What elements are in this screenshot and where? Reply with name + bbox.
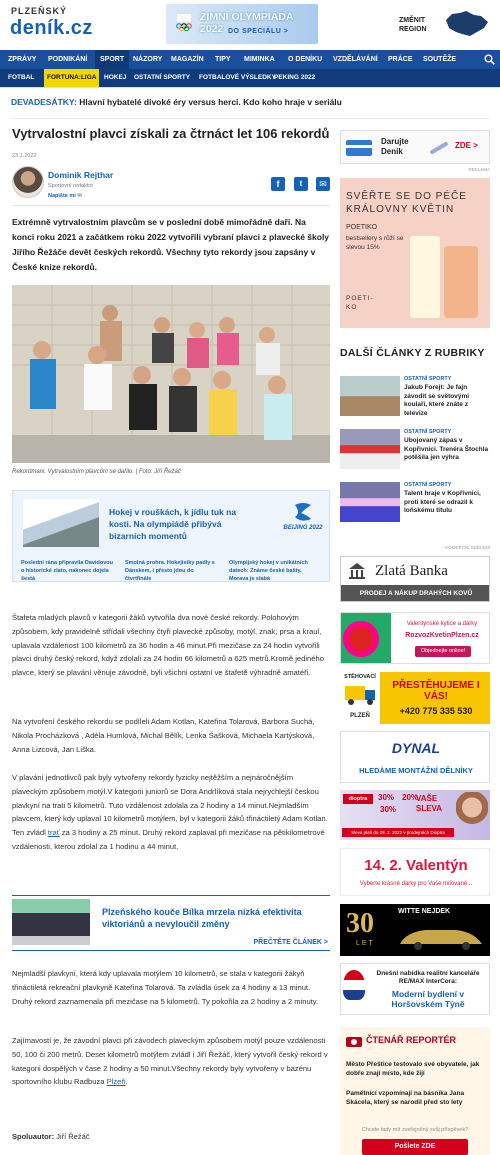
dioptra-foot: Sleva platí do 28. 2. 2022 v prodejnách Dioptra xyxy=(342,828,454,837)
paragraph-4: Nejmladší plavkyní, která kdy uplavala motýlem 10 kilometrů, se stala v kategorii žákyň třináctiletá rekreační plavkyně Kateřina Tolarová. Ta zvládla úsek za 4 hodiny a 13 minut. Druhý rekord zaznamenala při mezičase na 5 kilometrů. Ty pokořila za 2 hodiny a 2 minuty. xyxy=(12,969,319,1006)
article-category[interactable]: OSTATNÍ SPORTY xyxy=(404,482,452,488)
dynal-logo: DYNAL xyxy=(391,740,441,756)
dynal-ad[interactable] xyxy=(340,731,490,783)
promo-title[interactable]: Hokej v rouškách, k jídlu tuk na kosti. Na olympiádě přibývá bizarních momentů xyxy=(109,507,237,541)
article-photo[interactable] xyxy=(12,285,330,463)
darujte-denik-ad[interactable] xyxy=(340,130,490,164)
olympics-title: ZIMNÍ OLYMPIÁDA 2022 xyxy=(200,11,294,35)
dioptra-text2: SLEVA xyxy=(416,804,443,813)
ticker[interactable] xyxy=(11,97,342,107)
valentyn-ad[interactable] xyxy=(340,848,490,896)
kvetiny-url: RozvozKvetinPlzen.cz xyxy=(405,632,479,639)
nav-zpravy[interactable]: ZPRÁVY xyxy=(8,56,37,63)
dioptra-pct2: 20% xyxy=(402,793,419,802)
paragraph-3-a: V plavání jednotlivců pak byly vytvořeny rekordy fyzicky nejtěžším a nejnáročnějším plaveckým způsobem motýl.V kategorii juniorů se Dora Andrlíková stala nejrychlejší českou plavkyní na trati 5 kilometrů. Tuto vzdálenost zdolala za 2 hodiny a 14 minut.Nejmladším plavcem, který kdy uplaval 10 kilometrů motýlem, byl v kategorii žáků třináctiletý Adam Kotlan. Ten zvládl xyxy=(12,773,328,838)
witte-30: 30 xyxy=(346,908,374,939)
article-link[interactable]: Ubojovaný zápas v Kopřivnici. Trenéra Štochla potěšila jen výhra xyxy=(404,437,489,461)
poetiko-logo: POETI-KO xyxy=(346,295,374,311)
paragraph-5-b: . xyxy=(125,1077,128,1087)
subnav-fotbal[interactable]: FOTBAL xyxy=(8,74,35,81)
send-report-button[interactable]: Pošlete ZDE xyxy=(362,1139,468,1155)
czech-map-icon[interactable] xyxy=(444,10,490,38)
nav-sport[interactable]: SPORT xyxy=(95,50,129,69)
write-label[interactable]: Napište mi xyxy=(48,193,76,199)
author-avatar[interactable] xyxy=(12,166,44,198)
olympics-promo-box[interactable] xyxy=(12,490,330,582)
nav-podnikani[interactable]: PODNIKÁNÍ xyxy=(48,56,88,63)
search-icon[interactable] xyxy=(484,54,495,65)
nav-nazory[interactable]: NÁZORY xyxy=(133,56,163,63)
poetiko-brand: POETIKO xyxy=(346,224,378,231)
gift-card-icon xyxy=(344,136,374,160)
bottle-image xyxy=(444,246,478,318)
ticker-label: DEVADESÁTKY: xyxy=(11,97,77,107)
subnav-hokej[interactable]: HOKEJ xyxy=(104,74,127,81)
witte-ad[interactable] xyxy=(340,904,490,956)
article-title: Vytrvalostní plavci získali za čtrnáct let 106 rekordů xyxy=(12,126,330,141)
zlata-banka-ad[interactable] xyxy=(340,556,490,602)
divider xyxy=(11,118,489,119)
ad-label: REKLAMA xyxy=(468,167,490,172)
zlata-title: Zlatá Banka xyxy=(375,563,448,579)
swimmers-photo xyxy=(12,285,330,463)
paragraph-2: Na vytvoření českého rekordu se podíleli Adam Kotlan, Kateřina Tolarová, Barbora Suchá, Nikola Procházková , Adéla Humlová, Michal Bělík, Lenka Šašková, Michaela Kartýsková, Anna Lizcová, Jan Liška. xyxy=(12,717,315,754)
reporter-item-1[interactable]: Město Přeštice testovalo své obyvatele, jak dobře znají místo, kde žijí xyxy=(346,1061,480,1077)
related-image[interactable] xyxy=(12,899,90,945)
article-thumb[interactable] xyxy=(340,482,400,522)
nav-o-deniku[interactable]: O DENÍKU xyxy=(288,56,323,63)
article-link[interactable]: Jakub Forejt: Je fajn závodit se světovými koulaři, které znáte z televize xyxy=(404,384,470,417)
author-name[interactable]: Dominik Rejthar xyxy=(48,170,114,180)
more-articles-title: DALŠÍ ČLÁNKY Z RUBRIKY xyxy=(340,347,485,359)
email-share-icon[interactable]: ✉ xyxy=(316,177,330,191)
nav-prace[interactable]: PRÁCE xyxy=(388,56,413,63)
stehovani-ad[interactable] xyxy=(340,672,490,724)
article-link[interactable]: Talent hraje v Kopřivnici, proti které se odrazil k loňskému titulu xyxy=(404,490,481,514)
nav-magazin[interactable]: MAGAZÍN xyxy=(171,56,204,63)
remax-ad[interactable] xyxy=(340,963,490,1015)
olympics-link[interactable]: DO SPECIÁLU > xyxy=(228,28,289,35)
camera-icon xyxy=(346,1035,362,1047)
subnav-peking-2022[interactable]: PEKING 2022 xyxy=(274,74,316,81)
promo-item-3[interactable]: Olympijský hokej v unikátních datech: Známe české bašty, Morava je slabá xyxy=(229,560,308,582)
darujte-text: Darujte Deník xyxy=(381,137,409,156)
article-date: 23.1.2022 xyxy=(12,153,37,159)
logo-region[interactable]: PLZEŇSKÝ xyxy=(11,6,68,16)
photo-caption: Rekordmani. Vytrvalostním plavcům se dařilo. | Foto: Jiří Řežáč xyxy=(12,469,181,475)
site-header xyxy=(0,0,500,50)
sub-nav xyxy=(0,69,500,87)
beijing-logo xyxy=(283,501,323,531)
related-article[interactable] xyxy=(12,895,330,951)
toothbrush-icon xyxy=(425,136,451,160)
nav-miminka[interactable]: MIMINKA xyxy=(244,56,275,63)
poetiko-title: SVĚŘTE SE DO PÉČE KRÁLOVNY KVĚTIN xyxy=(346,191,467,215)
reporter-box xyxy=(340,1027,490,1155)
article-thumb[interactable] xyxy=(340,429,400,469)
bank-icon xyxy=(347,561,367,581)
article-perex: Extrémně vytrvalostním plavcům se v poslední době mimořádně daří. Na konci roku 2021 a začátkem roku 2022 vytvořili vybraní plavci z plavecké školy Jiřího Řežáče devět českých rekordů. Všechny tyto rekordy jsou zapsány v České knize rekordů. xyxy=(12,217,330,272)
witte-brand: WITTE NEJDEK xyxy=(398,908,451,915)
car-icon xyxy=(396,922,486,952)
divider xyxy=(0,87,500,88)
valentyn-text: Vyberte krásné dárky pro Vaše milované... xyxy=(359,881,473,887)
logo[interactable]: deník.cz xyxy=(10,17,93,39)
subnav-fotbalove-vysledky[interactable]: FOTBALOVÉ VÝSLEDKY xyxy=(199,74,276,81)
poetiko-text: bestsellery s růží se slevou 15% xyxy=(346,235,404,251)
mail-icon: ✉ xyxy=(77,193,82,199)
nav-vzdelavani[interactable]: VZDĚLÁVÁNÍ xyxy=(333,56,378,63)
coauthor xyxy=(12,1132,90,1141)
poetiko-ad[interactable] xyxy=(340,178,490,328)
read-article-link[interactable]: PŘEČTĚTE ČLÁNEK > xyxy=(253,939,328,946)
article-category[interactable]: OSTATNÍ SPORTY xyxy=(404,376,452,382)
coauthor-name: Jiří Řežáč xyxy=(56,1132,90,1141)
divider xyxy=(12,205,330,206)
olympics-banner[interactable] xyxy=(166,4,318,44)
beijing-logo-text: BEIJING 2022 xyxy=(283,525,323,531)
dioptra-logo: dioptra xyxy=(343,794,373,804)
promo-item-2[interactable]: Smolná prohra. Hokejistky padly s Dánskem, i přesto jdou do čtvrtfinále xyxy=(125,560,215,582)
bottle-image xyxy=(410,236,440,318)
stehovaci-label: STĚHOVACÍ xyxy=(344,674,376,680)
ticker-text[interactable]: Hlavní hybatelé divoké éry versus herci. Kdo koho hraje v seriálu xyxy=(79,97,342,107)
hockey-image[interactable] xyxy=(23,499,99,547)
main-nav xyxy=(0,50,500,69)
more-article-2[interactable] xyxy=(340,429,490,471)
facebook-icon[interactable]: f xyxy=(271,177,285,191)
subnav-fortuna-liga[interactable]: FORTUNA:LIGA xyxy=(44,69,99,87)
zlata-sub: PRODEJ A NÁKUP DRAHÝCH KOVŮ xyxy=(341,585,490,602)
promo-item-1[interactable]: Poslední rána připravila Davidovou o historické zlato, nakonec dojela šestá xyxy=(21,560,113,582)
dioptra-vase xyxy=(416,794,454,814)
more-article-3[interactable] xyxy=(340,482,490,524)
valentyn-title: 14. 2. Valentýn xyxy=(364,857,468,874)
dioptra-text1: VAŠE xyxy=(416,794,438,803)
plzen-link[interactable]: Plzeň xyxy=(106,1077,126,1087)
article-category[interactable]: OSTATNÍ SPORTY xyxy=(404,429,452,435)
model-image xyxy=(456,792,488,836)
truck-icon xyxy=(340,680,380,708)
kvetiny-ad[interactable] xyxy=(340,612,490,664)
coauthor-label: Spoluautor: xyxy=(12,1132,55,1141)
partner-label: KOMERČNÍ SDĚLENÍ xyxy=(445,545,490,550)
reporter-item-2[interactable]: Pamětnící vzpomínají na básníka Jana Skácela, který se narodil před sto lety xyxy=(346,1090,465,1106)
stehovaci-city: PLZEŇ xyxy=(350,713,370,719)
witte-let: LET xyxy=(356,940,375,947)
dioptra-pct3: 30% xyxy=(380,805,397,814)
paragraph-3-b: za 3 hodiny a 25 minut. Druhý rekord zaplaval při mezičase na pětikilometrové vzdálenosti, kterou zdolal za 1 hodinu a 44 minut. xyxy=(12,828,325,851)
beijing-emblem-icon xyxy=(291,501,315,523)
dioptra-pct1: 30% xyxy=(378,793,395,802)
dioptra-ad[interactable] xyxy=(340,790,490,840)
related-title[interactable]: Plzeňského kouče Bílka mrzela nízká efektivita viktoriánů a nevyloučil změny xyxy=(102,907,302,929)
stehovani-phone: +420 775 335 530 xyxy=(399,706,473,716)
reporter-question: Chcete tady mít zveřejněný svůj příspěvek? xyxy=(361,1127,469,1133)
write-to-author[interactable] xyxy=(48,193,82,199)
author-role: Sportovní redaktor xyxy=(48,183,94,189)
remax-title: Dnešní nabídka realitní kanceláře RE/MAX InterCora: xyxy=(376,970,480,985)
balloon-icon xyxy=(343,970,365,1000)
darujte-cta[interactable]: ZDE > xyxy=(455,141,478,150)
olympic-rings-icon xyxy=(174,14,194,32)
paragraph-5-a: Zajímavostí je, že závodní plavci při závodech plaveckým způsobem motýl pouze vzdálenosti 50, 100 či 200 metrů. Deset kilometrů motýlem zvládl i Jiří Řežáč, který vytvořil český rekord v kategorii dospělých v čase 2 hodiny a 50 minut.Všechny rekordy byly vytvořeny v bazénu sportovního klubu Radbuza xyxy=(12,1036,328,1087)
article-thumb[interactable] xyxy=(340,376,400,416)
trat-link[interactable]: trať xyxy=(47,828,60,838)
paragraph-3 xyxy=(12,771,330,854)
remax-text: Moderní bydlení v Horšovském Týně xyxy=(391,989,465,1009)
kvetiny-text: Valentýnské kytice a dárky xyxy=(406,621,478,627)
nav-souteze[interactable]: SOUTĚŽE xyxy=(423,56,457,63)
subnav-ostatni-sporty[interactable]: OSTATNÍ SPORTY xyxy=(134,74,191,81)
more-article-1[interactable] xyxy=(340,376,490,418)
paragraph-1: Štafeta mladých plavců v kategorii žáků vytvořila dva nové české rekordy. Polohovým způsobem, kdy pravidelně střídali všechny čtyři plavecké způsoby, motýl, znak, prsa a kraul, uplavala vzdálenost 100 kilometrů za 36 hodin a 46 minut.Při mezičase za 24 hodin vytvořili plavci druhý český rekord, když zdolali za 24 hodin 66 kilometrů a 625 metrů.Kromě jediného plavce, který se plavání věnuje závodně, byli všichni ostatní ve štafetě výhradně amatéři. xyxy=(12,613,324,678)
dynal-text: HLEDÁME MONTÁŽNÍ DĚLNÍKY xyxy=(359,766,473,775)
change-region-label[interactable]: ZMĚNIT REGION xyxy=(399,17,427,33)
stehovani-logo xyxy=(340,672,380,724)
paragraph-5 xyxy=(12,1034,330,1089)
stehovani-title: PŘESTĚHUJEME I VÁS! xyxy=(392,680,480,702)
twitter-icon[interactable]: t xyxy=(294,177,308,191)
nav-tipy[interactable]: TIPY xyxy=(215,56,231,63)
flowers-image xyxy=(341,613,391,664)
kvetiny-cta[interactable]: Objednejte online! xyxy=(415,646,471,657)
reporter-title: ČTENÁŘ REPORTÉR xyxy=(366,1035,457,1045)
